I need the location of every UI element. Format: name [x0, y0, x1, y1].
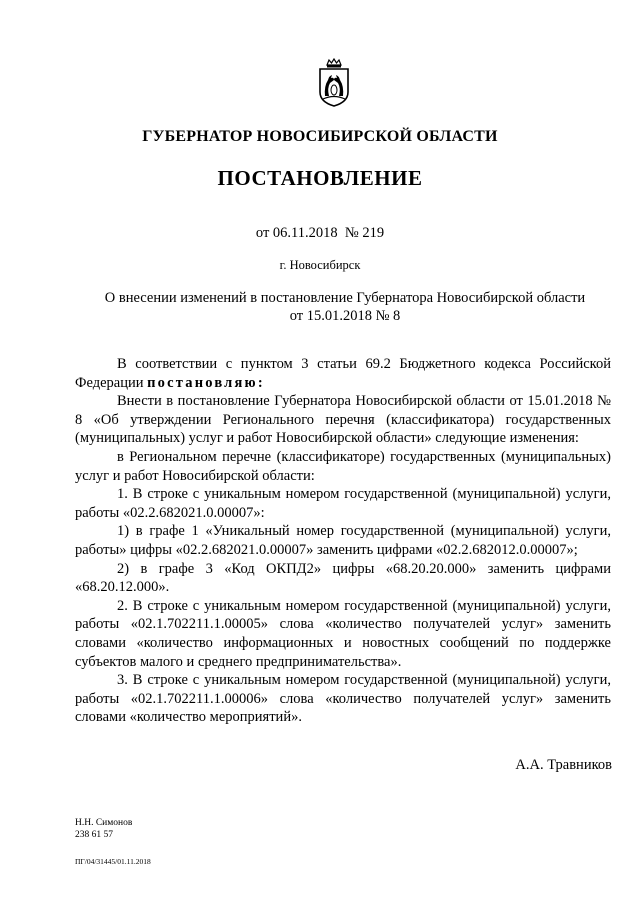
- preamble-text: В соответствии с пунктом 3 статьи 69.2 Бюджетного кодекса Российской Федерации: [75, 356, 611, 391]
- document-date-number: от 06.11.2018 № 219: [255, 225, 385, 241]
- executor-block: [75, 817, 132, 841]
- body-paragraph: 3. В строке с уникальным номером государственной (муниципальной) услуги, работы «02.1.702211.1.00006» слова «количество получателей услуг» заменить словами «количество мероприятий».: [75, 672, 611, 726]
- body-paragraph: 1. В строке с уникальным номером государственной (муниципальной) услуги, работы «02.2.682021.0.00007»:: [75, 486, 611, 521]
- document-body: [75, 355, 611, 727]
- body-paragraph: 2) в графе 3 «Код ОКПД2» цифры «68.20.20.000» заменить цифрами «68.20.12.000».: [75, 560, 611, 596]
- body-paragraph: Внести в постановление Губернатора Новосибирской области от 15.01.2018 № 8 «Об утверждении Регионального перечня (классификатора) государственных (муниципальных) услуг и работ Новосибирской области» следующие изменения:: [75, 393, 611, 447]
- decree-word: постановляю:: [147, 374, 265, 391]
- document-subject: [95, 289, 595, 325]
- issuing-authority: ГУБЕРНАТОР НОВОСИБИРСКОЙ ОБЛАСТИ: [142, 128, 498, 145]
- document-type-title: ПОСТАНОВЛЕНИЕ: [217, 166, 423, 190]
- body-paragraph: 1) в графе 1 «Уникальный номер государственной (муниципальной) услуги, работы» цифры «02.2.682021.0.00007» заменить цифрами «02.2.682012.0.00007»;: [75, 523, 611, 558]
- preamble-paragraph: [75, 355, 611, 392]
- subject-line-2: от 15.01.2018 № 8: [289, 308, 401, 324]
- novosibirsk-oblast-coat-of-arms-icon: [317, 58, 351, 108]
- executor-name: Н.Н. Симонов: [75, 818, 133, 828]
- registration-number: ПГ/04/31445/01.11.2018: [75, 857, 151, 866]
- document-city: г. Новосибирск: [279, 258, 361, 272]
- signatory-name: А.А. Травников: [515, 757, 612, 773]
- executor-phone: 238 61 57: [75, 830, 113, 840]
- body-paragraph: в Региональном перечне (классификаторе) государственных (муниципальных) услуг и работ Новосибирской области:: [75, 448, 611, 484]
- body-paragraph: 2. В строке с уникальным номером государственной (муниципальной) услуги, работы «02.1.702211.1.00005» слова «количество получателей услуг» заменить словами «количество информационных и новостных сообщений по поддержке субъектов малого и среднего предпринимательства».: [75, 597, 611, 670]
- subject-line-1: О внесении изменений в постановление Губернатора Новосибирской области: [104, 290, 586, 306]
